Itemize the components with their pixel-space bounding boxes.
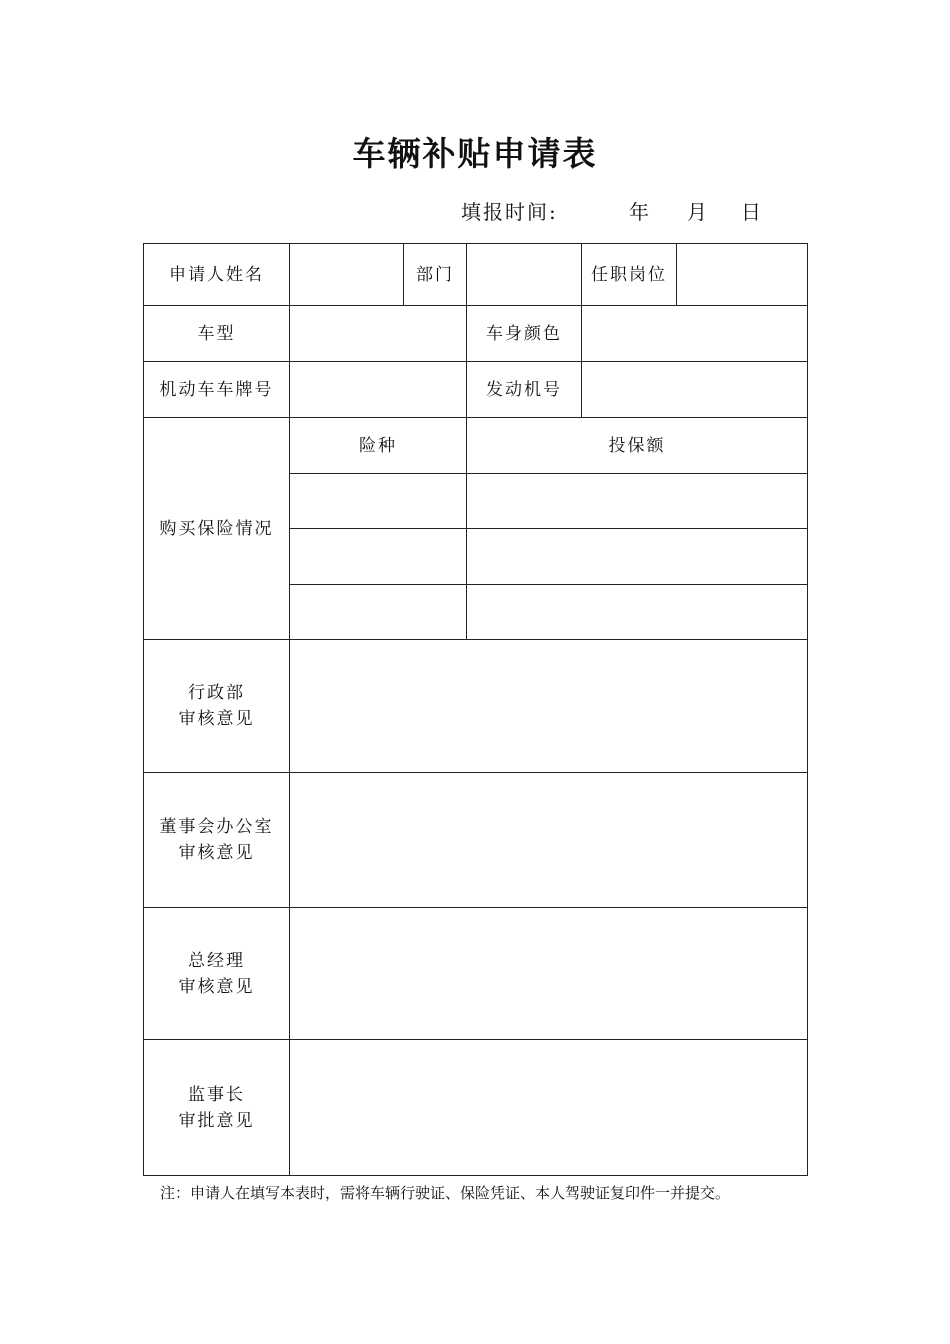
department-label: 部门: [404, 244, 467, 306]
insurance-type-field[interactable]: [290, 474, 467, 529]
fill-date-year: 年: [629, 200, 651, 224]
insurance-amount-field[interactable]: [467, 529, 808, 585]
body-color-field[interactable]: [582, 306, 808, 362]
insurance-amount-field[interactable]: [467, 474, 808, 529]
admin-review-field[interactable]: [290, 640, 808, 773]
department-field[interactable]: [467, 244, 582, 306]
supervisor-approval-label: [144, 1040, 290, 1176]
vehicle-model-field[interactable]: [290, 306, 467, 362]
insurance-amount-header: 投保额: [467, 418, 808, 474]
position-label: 任职岗位: [582, 244, 677, 306]
body-color-label: 车身颜色: [467, 306, 582, 362]
insurance-type-header: 险种: [290, 418, 467, 474]
gm-review-field[interactable]: [290, 908, 808, 1040]
insurance-type-field[interactable]: [290, 585, 467, 640]
engine-number-field[interactable]: [582, 362, 808, 418]
application-form-table: [143, 243, 808, 1176]
admin-review-label: [144, 640, 290, 773]
board-office-review-line2: 审核意见: [178, 843, 255, 863]
board-office-review-field[interactable]: [290, 773, 808, 908]
insurance-type-field[interactable]: [290, 529, 467, 585]
applicant-name-field[interactable]: [290, 244, 404, 306]
plate-number-label: 机动车车牌号: [144, 362, 290, 418]
supervisor-approval-line2: 审批意见: [178, 1110, 255, 1131]
fill-date-month: 月: [687, 200, 709, 224]
insurance-section-label: 购买保险情况: [144, 418, 290, 640]
form-title: 车辆补贴申请表: [352, 134, 598, 173]
applicant-name-label: 申请人姓名: [144, 244, 290, 306]
fill-date: [461, 196, 763, 225]
fill-date-label: 填报时间:: [461, 200, 558, 224]
fill-date-day: 日: [741, 200, 763, 224]
engine-number-label: 发动机号: [467, 362, 582, 418]
footnote: 注：申请人在填写本表时，需将车辆行驶证、保险凭证、本人驾驶证复印件一并提交。: [160, 1184, 731, 1202]
gm-review-line1: 总经理: [188, 950, 245, 971]
board-office-review-line1: 董事会办公室: [159, 817, 274, 837]
board-office-review-label: [144, 773, 290, 908]
supervisor-approval-line1: 监事长: [188, 1084, 245, 1105]
plate-number-field[interactable]: [290, 362, 467, 418]
position-field[interactable]: [677, 244, 808, 306]
vehicle-model-label: 车型: [144, 306, 290, 362]
supervisor-approval-field[interactable]: [290, 1040, 808, 1176]
insurance-amount-field[interactable]: [467, 585, 808, 640]
admin-review-line1: 行政部: [188, 683, 245, 703]
gm-review-line2: 审核意见: [178, 976, 255, 997]
admin-review-line2: 审核意见: [178, 709, 255, 729]
gm-review-label: [144, 908, 290, 1040]
